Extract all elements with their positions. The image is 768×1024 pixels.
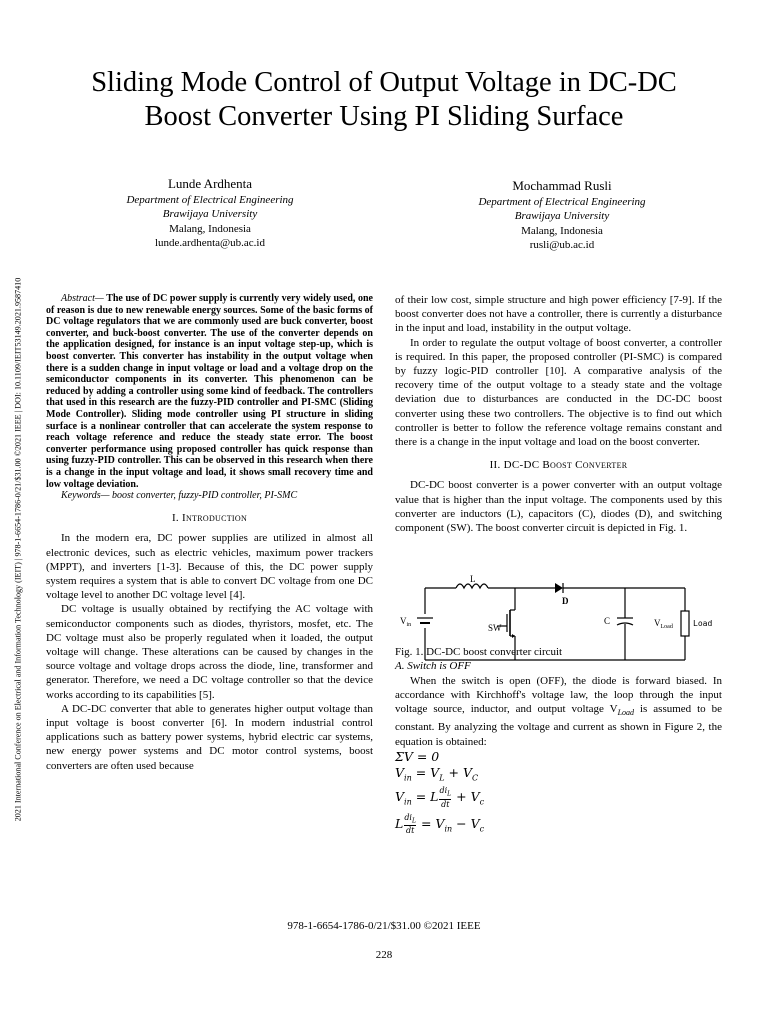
boost-converter-circuit-diagram	[400, 574, 713, 670]
keywords: Keywords— boost converter, fuzzy-PID controller, PI-SMC	[61, 490, 298, 502]
load-resistor	[681, 611, 689, 636]
section-2-heading: II. DC-DC Boost Converter	[489, 459, 628, 472]
sub-a-text-2: is assumed to be constant. By analyzing the voltage and current as shown in Figure 2, the equation is obtained:	[395, 703, 722, 748]
author-email: lunde.ardhenta@ub.ac.id	[154, 237, 265, 250]
author-university: Brawijaya University	[162, 208, 258, 221]
equation-4: L $di_L$ dt = $V_{in} - V_c$	[395, 812, 485, 836]
label-Vload: $V_{Load}$	[654, 618, 673, 630]
figure-1-caption: Fig. 1. DC-DC boost converter circuit	[395, 646, 563, 659]
author-department: Department of Electrical Engineering	[126, 194, 294, 206]
label-C: C	[604, 616, 611, 626]
sub-a-text-1: When the switch is open (OFF), the diode is forward biased. In accordance with Kirchhoff's voltage law, the loop through the input voltage source, inductor, and output voltage V	[395, 674, 722, 716]
label-SW: SW	[488, 623, 502, 633]
right-paragraph-1: of their low cost, simple structure and high power efficiency [7-9]. If the boost converter does not have a controller, there is currently a disturbance in the input and load, instability in the output voltage.	[395, 294, 722, 335]
author-block-2	[432, 177, 692, 253]
title-line-1: Sliding Mode Control of Output Voltage in DC-DC	[91, 67, 677, 98]
subsection-a-heading: A. Switch is OFF	[395, 660, 471, 673]
title-line-2: Boost Converter Using PI Sliding Surface	[144, 101, 624, 132]
subsection-a-paragraph	[395, 674, 722, 749]
author-location: Malang, Indonesia	[169, 222, 251, 235]
section-2-paragraph-1: DC-DC boost converter is a power converter with an output voltage value that is higher than the input voltage. The components used by this converter are inductors (L), capacitors (C), diodes (D), and switching component (SW). The boost converter circuit is depicted in Fig. 1.	[395, 479, 722, 535]
sub-a-vload-sub: Load	[617, 708, 635, 718]
intro-paragraph-3: A DC-DC converter that able to generates higher output voltage than input voltage is boost converter [6]. In modern industrial control applications such as battery power systems, hybrid electric car systems, new energy power systems and DC motor control systems, boost converters are often used because	[46, 702, 373, 772]
author-location: Malang, Indonesia	[521, 224, 603, 237]
author-name: Mochammad Rusli	[512, 178, 612, 193]
paper-title	[40, 66, 728, 134]
equation-3: $V_{in} = L$ $di_L$ dt + $V_c$	[395, 786, 485, 809]
diode-symbol	[555, 583, 563, 593]
author-email: rusli@ub.ac.id	[529, 239, 595, 252]
page-footer: 978-1-6654-1786-0/21/$31.00 ©2021 IEEE	[287, 920, 481, 932]
side-doi-text: 2021 International Conference on Electrical and Information Technology (IEIT) | 978-1-6654-1786-0/21/$31.00 ©2021 IEEE | DOI: 10.1109/IEIT53149.2021.9587410	[13, 277, 23, 822]
inductor-symbol	[456, 584, 488, 588]
section-1-heading: I. Introduction	[171, 512, 248, 525]
abstract-label: Abstract—	[61, 293, 104, 304]
right-column	[395, 293, 722, 840]
right-paragraph-2: In order to regulate the output voltage of boost converter, a controller is required. In this paper, the proposed controller (PI-SMC) is compared by fuzzy logic-PID controller [10]. A comparative analysis of the recovery time of the output voltage to a steady state and the voltage deviation due to disturbances are conducted in the DC-DC boost converter using these two controllers. The objective is to find out which controller is better to follow the reference voltage remains constant and there is a change in the input voltage and load on the boost converter.	[395, 336, 722, 449]
intro-paragraph-2: DC voltage is usually obtained by rectifying the AC voltage with semiconductor components such as diodes, thyristors, mosfet, etc. The DC voltage must also be properly regulated when it loaded, the output voltage will change. These alterations can be caused by changes in the source voltage and voltage drops across the diode, line, transformer and generator. Therefore, we need a DC voltage controller so that the device works according to its capabilities [5].	[46, 603, 373, 701]
intro-paragraph-1: In the modern era, DC power supplies are utilized in almost all electronic devices, such as electric vehicles, maximum power trackers (MPPT), and inverters [1-3]. Because of this, the DC power supply system requires a system that is able to convert DC voltage from one DC voltage level to another DC voltage level [4].	[46, 532, 373, 602]
label-L: L	[470, 574, 476, 584]
author-university: Brawijaya University	[514, 210, 610, 223]
left-column	[46, 293, 373, 773]
label-D: D	[562, 596, 569, 606]
equation-1: ΣV = 0	[395, 748, 440, 764]
author-name: Lunde Ardhenta	[167, 176, 253, 191]
page-number: 228	[375, 949, 393, 961]
label-Load: Load	[693, 619, 713, 628]
author-department: Department of Electrical Engineering	[478, 196, 646, 208]
abstract	[46, 293, 373, 490]
equation-2: $V_{in} = V_L + V_C$	[395, 764, 479, 783]
label-Vin: $V_{in}$	[400, 616, 412, 628]
abstract-text: The use of DC power supply is currently very widely used, one of reason is due to new renewable energy sources. Some of the basic forms of DC voltage regulators that we are commonly used are buck converter, boost converter, and buck-boost converter. The use of the converter depends on the application designed, for instance is an input voltage step-up, which is boost converter. This converter has instability in the output voltage when there is a sudden change in input voltage or load and a voltage drop on the semiconductor components in its converter. This phenomenon can be reduced by adding a controller using some kind of feedback. The controllers that used in this research are the fuzzy-PID controller and PI-SMC (Sliding Mode Controller). Sliding mode controller using PI structure in sliding surface is a nonlinear controller that can accelerate the system response to reach voltage reference and reduce the steady state error. The boost converter performance using proposed controller has quick response than using fuzzy-PID controller. This can be observed in this research when there is a change in the input voltage and load, it shows small recovery time and low voltage deviation.	[46, 293, 373, 490]
author-block-1	[80, 175, 340, 251]
